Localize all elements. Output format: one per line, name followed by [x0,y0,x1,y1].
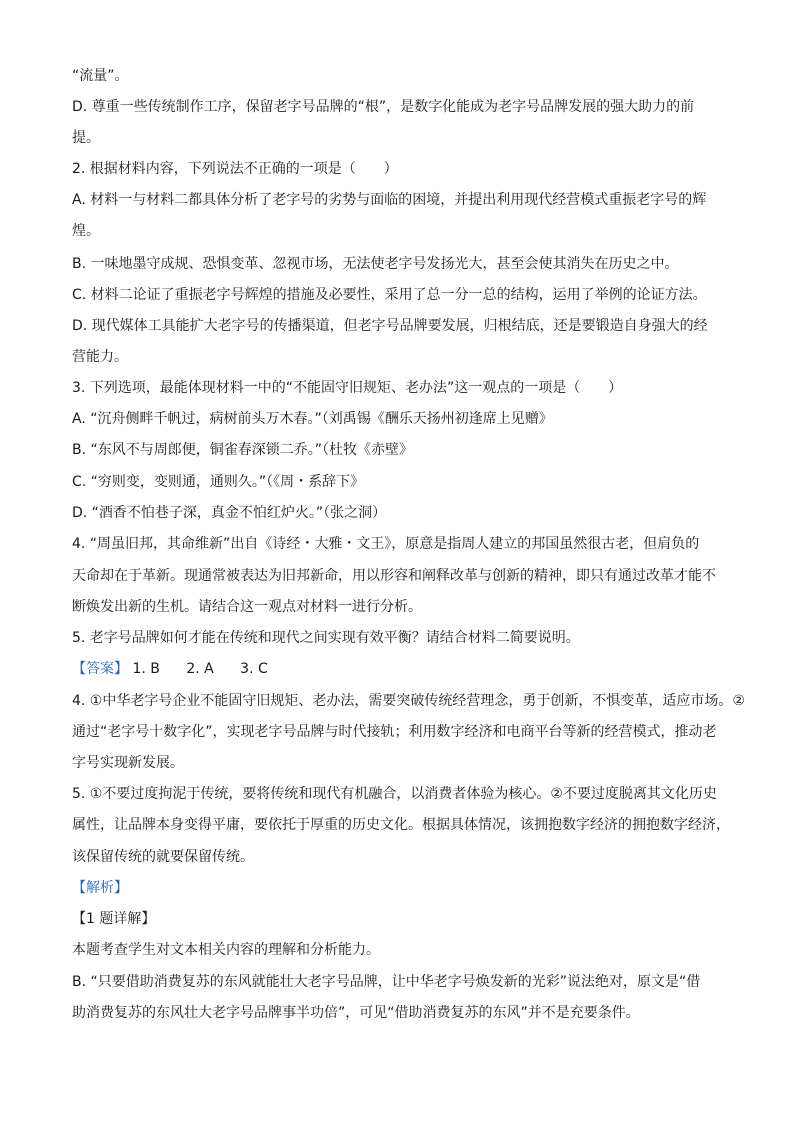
option-c-line: C. “穷则变，变则通，通则久。”（《周・系辞下》 [72,474,365,490]
answer-4-line: 4. ①中华老字号企业不能固守旧规矩、老办法，需要突破传统经营理念，勇于创新，不惧变革，适应市场。② [72,693,745,709]
detail-text-line: B. “只要借助消费复苏的东风就能壮大老字号品牌，让中华老字号焕发新的光彩”说法绝对，原文是“借 [72,974,701,990]
answer-text-line: 通过“老字号十数字化”，实现老字号品牌与时代接轨；利用数字经济和电商平台等新的经营模式，推动老 [72,724,717,740]
answer-text-line: 字号实现新发展。 [72,755,184,771]
text-line: 断焕发出新的生机。请结合这一观点对材料一进行分析。 [72,599,422,615]
answer-item: 3. C [240,661,268,677]
option-a-line: A. 材料一与材料二都具体分析了老字号的劣势与面临的困境，并提出利用现代经营模式重振老字号的辉 [72,192,707,208]
detail-text-line: 本题考查学生对文本相关内容的理解和分析能力。 [72,942,380,958]
option-a-line: A. “沉舟侧畔千帆过，病树前头万木春。”（刘禹锡《酬乐天扬州初逢席上见赠》 [72,411,553,427]
option-d-line: D. 尊重一些传统制作工序，保留老字号品牌的“根”，是数字化能成为老字号品牌发展的强大助力的前 [72,99,695,115]
text-line: 天命却在于革新。现通常被表达为旧邦新命，用以形容和阐释改革与创新的精神，即只有通过改革才能不 [72,568,716,584]
text-line: “流量”。 [72,68,129,84]
answer-row [72,659,268,679]
question-4-title: 4. “周虽旧邦，其命维新”出自《诗经・大雅・文王》，原意是指周人建立的邦国虽然很古老，但肩负的 [72,536,700,552]
detail-label: 【1 题详解】 [72,911,156,927]
question-5-title: 5. 老字号品牌如何才能在传统和现代之间实现有效平衡？请结合材料二简要说明。 [72,630,580,646]
option-c-line: C. 材料二论证了重振老字号辉煌的措施及必要性，采用了总一分一总的结构，运用了举例的论证方法。 [72,287,707,303]
detail-text-line: 助消费复苏的东风壮大老字号品牌事半功倍”，可见“借助消费复苏的东风”并不是充要条件。 [72,1005,640,1021]
question-3-title: 3. 下列选项，最能体现材料一中的“不能固守旧规矩、老办法”这一观点的一项是（ ） [72,380,623,396]
option-b-line: B. “东风不与周郎便，铜雀春深锁二乔。”（杜牧《赤壁》 [72,442,414,458]
analysis-label: 【解析】 [72,880,128,896]
question-2-title: 2. 根据材料内容，下列说法不正确的一项是（ ） [72,161,398,177]
answer-label: 【答案】 [72,661,128,677]
text-line: 煌。 [72,223,100,239]
answer-text-line: 该保留传统的就要保留传统。 [72,849,254,865]
answer-text-line: 属性，让品牌本身变得平庸，要依托于厚重的历史文化。根据具体情况，该拥抱数字经济的拥抱数字经济， [72,817,730,833]
option-b-line: B. 一味地墨守成规、恐惧变革、忽视市场，无法使老字号发扬光大，甚至会使其消失在历史之中。 [72,256,679,272]
text-line: 提。 [72,130,100,146]
option-d-line: D. “酒香不怕巷子深，真金不怕红炉火。”（张之洞） [72,505,387,521]
option-d-line: D. 现代媒体工具能扩大老字号的传播渠道，但老字号品牌要发展，归根结底，还是要锻造自身强大的经 [72,318,708,334]
answer-item: 2. A [186,661,214,677]
answer-item: 1. B [132,661,160,677]
text-line: 营能力。 [72,349,128,365]
answer-5-line: 5. ①不要过度拘泥于传统，要将传统和现代有机融合，以消费者体验为核心。②不要过度脱离其文化历史 [72,786,717,802]
